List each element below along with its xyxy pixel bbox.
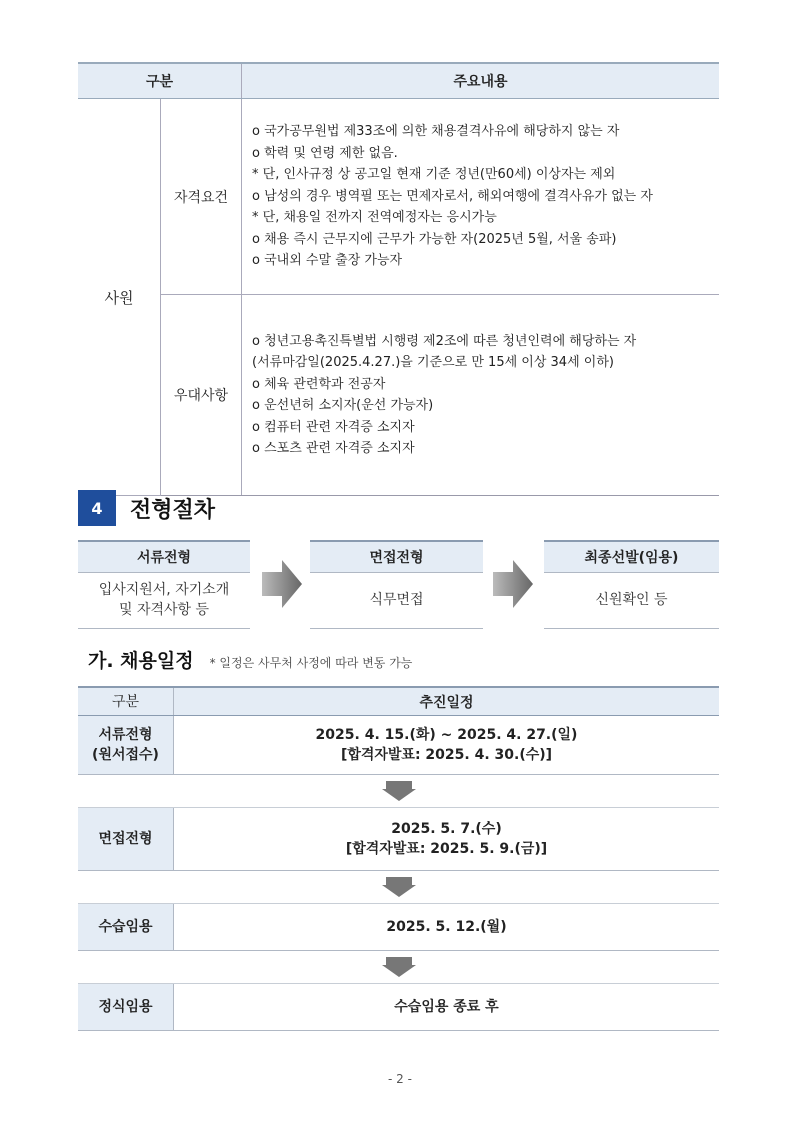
schedule-date-line: 2025. 5. 12.(월) [386,919,507,935]
process-step-document [78,540,250,629]
schedule-table [78,686,719,1031]
schedule-gap-row [78,951,719,984]
schedule-row-label [78,904,174,951]
schedule-date-line: 수습임용 종료 후 [394,999,499,1015]
schedule-note: * 일정은 사무처 사정에 따라 변동 가능 [209,656,413,670]
preference-label: 우대사항 [161,295,242,496]
schedule-date-line: [합격자발표: 2025. 4. 30.(수)] [340,747,553,763]
section-title: 전형절차 [130,497,216,523]
schedule-label-line: (원서접수) [92,747,159,763]
schedule-label-line: 서류전형 [98,727,153,743]
preference-line: o 컴퓨터 관련 자격증 소지자 [252,419,415,435]
section-heading [78,490,215,526]
section-number-badge: 4 [78,490,116,526]
preference-line: o 청년고용촉진특별법 시행령 제2조에 따른 청년인력에 해당하는 자 [252,333,637,349]
qualification-row [78,99,719,295]
qualification-line: o 학력 및 연령 제한 없음. [252,145,398,161]
process-step-final [544,540,719,629]
requirements-table [78,62,719,496]
process-step-line: 및 자격사항 등 [118,602,210,618]
preference-line: o 체육 관련학과 전공자 [252,376,386,392]
schedule-gap-row [78,775,719,808]
arrow-right-icon [262,560,302,608]
schedule-label-line: 정식임용 [98,999,153,1015]
category-header: 구분 [78,63,242,99]
content-header: 주요내용 [242,63,720,99]
schedule-date-header: 추진일정 [174,687,720,716]
schedule-row [78,984,719,1031]
page-number: - 2 - [388,1072,412,1086]
schedule-row [78,808,719,871]
schedule-row-dates [174,904,720,951]
preference-line: o 운선년허 소지자(운선 가능자) [252,398,434,413]
schedule-label-line: 수습임용 [98,919,153,935]
schedule-date-line: [합격자발표: 2025. 5. 9.(금)] [345,841,548,857]
qualification-line: o 국가공무원법 제33조에 의한 채용결격사유에 해당하지 않는 자 [252,124,620,140]
group-label: 사원 [78,99,161,496]
preference-line: o 스포츠 관련 자격증 소지자 [252,441,415,456]
process-step-body [78,573,250,627]
schedule-row-label [78,984,174,1031]
preference-line: (서류마감일(2025.4.27.)을 기준으로 만 15세 이상 34세 이하) [252,355,614,370]
arrow-down-icon [382,781,416,801]
process-step-line: 입사지원서, 자기소개 [98,582,230,598]
process-step-title: 면접전형 [310,542,483,573]
preference-content [242,295,720,496]
schedule-row [78,904,719,951]
schedule-header-row [78,687,719,716]
qualification-line: o 남성의 경우 병역필 또는 면제자로서, 해외여행에 결격사유가 없는 자 [252,188,653,204]
arrow-right-icon [493,560,533,608]
qualification-content [242,99,720,295]
schedule-heading [88,646,412,673]
qualification-line: o 채용 즉시 근무지에 근무가 가능한 자(2025년 5월, 서울 송파) [252,231,617,247]
schedule-row-dates [174,716,720,775]
process-step-line: 신원확인 등 [595,592,668,608]
process-step-body [310,573,483,627]
requirements-header-row [78,63,719,99]
schedule-row [78,716,719,775]
process-step-line: 식무면접 [369,592,424,608]
schedule-date-line: 2025. 5. 7.(수) [391,821,502,837]
process-step-body [544,573,719,627]
schedule-row-dates [174,808,720,871]
qualification-label: 자격요건 [161,99,242,295]
schedule-row-label [78,808,174,871]
qualification-line: * 단, 채용일 전까지 전역예정자는 응시가능 [252,210,497,226]
schedule-date-line: 2025. 4. 15.(화) ~ 2025. 4. 27.(일) [315,727,578,743]
schedule-title: 가. 채용일정 [88,650,194,672]
schedule-label-line: 면접전형 [98,831,153,847]
preference-row [78,295,719,496]
schedule-gap-row [78,871,719,904]
schedule-row-dates [174,984,720,1031]
process-step-title: 서류전형 [78,542,250,573]
qualification-line: * 단, 인사규정 상 공고일 현재 기준 정년(만60세) 이상자는 제외 [252,167,616,183]
arrow-down-icon [382,957,416,977]
qualification-line: o 국내외 수말 출장 가능자 [252,253,403,269]
schedule-row-label [78,716,174,775]
arrow-down-icon [382,877,416,897]
schedule-category-header: 구분 [78,687,174,716]
process-step-title: 최종선발(임용) [544,542,719,573]
process-step-interview [310,540,483,629]
